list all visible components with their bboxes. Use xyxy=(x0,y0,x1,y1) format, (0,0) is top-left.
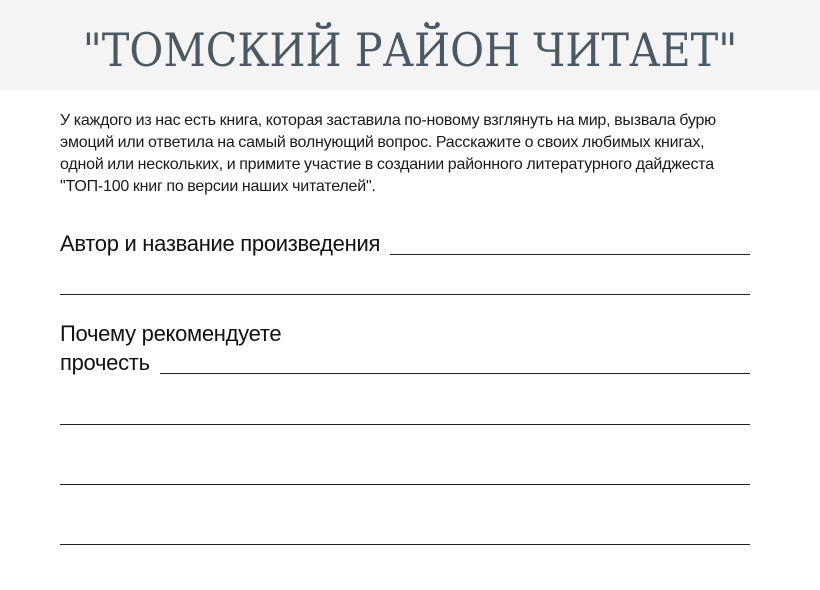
header-banner xyxy=(0,0,820,90)
why-input-line-4[interactable] xyxy=(60,544,750,545)
page-title: "ТОМСКИЙ РАЙОН ЧИТАЕТ" xyxy=(82,23,738,77)
why-input-line[interactable] xyxy=(160,373,750,374)
why-label-line1: Почему рекомендуете xyxy=(60,321,282,346)
author-title-input-line-2[interactable] xyxy=(60,294,750,295)
why-input-line-2[interactable] xyxy=(60,424,750,425)
why-input-line-3[interactable] xyxy=(60,484,750,485)
intro-paragraph: У каждого из нас есть книга, которая заставила по-новому взглянуть на мир, вызвала бурю эмоций или ответила на самый волнующий вопрос. Расскажите о своих любимых книгах, одной или нескольких, и примите участие в создании районного литературного дайджеста "ТОП-100 книг по версии наших читателей". xyxy=(60,112,716,195)
author-title-label: Автор и название произведения xyxy=(60,231,381,256)
author-title-input-line[interactable] xyxy=(390,254,750,255)
why-label-line2: прочесть xyxy=(60,350,150,375)
